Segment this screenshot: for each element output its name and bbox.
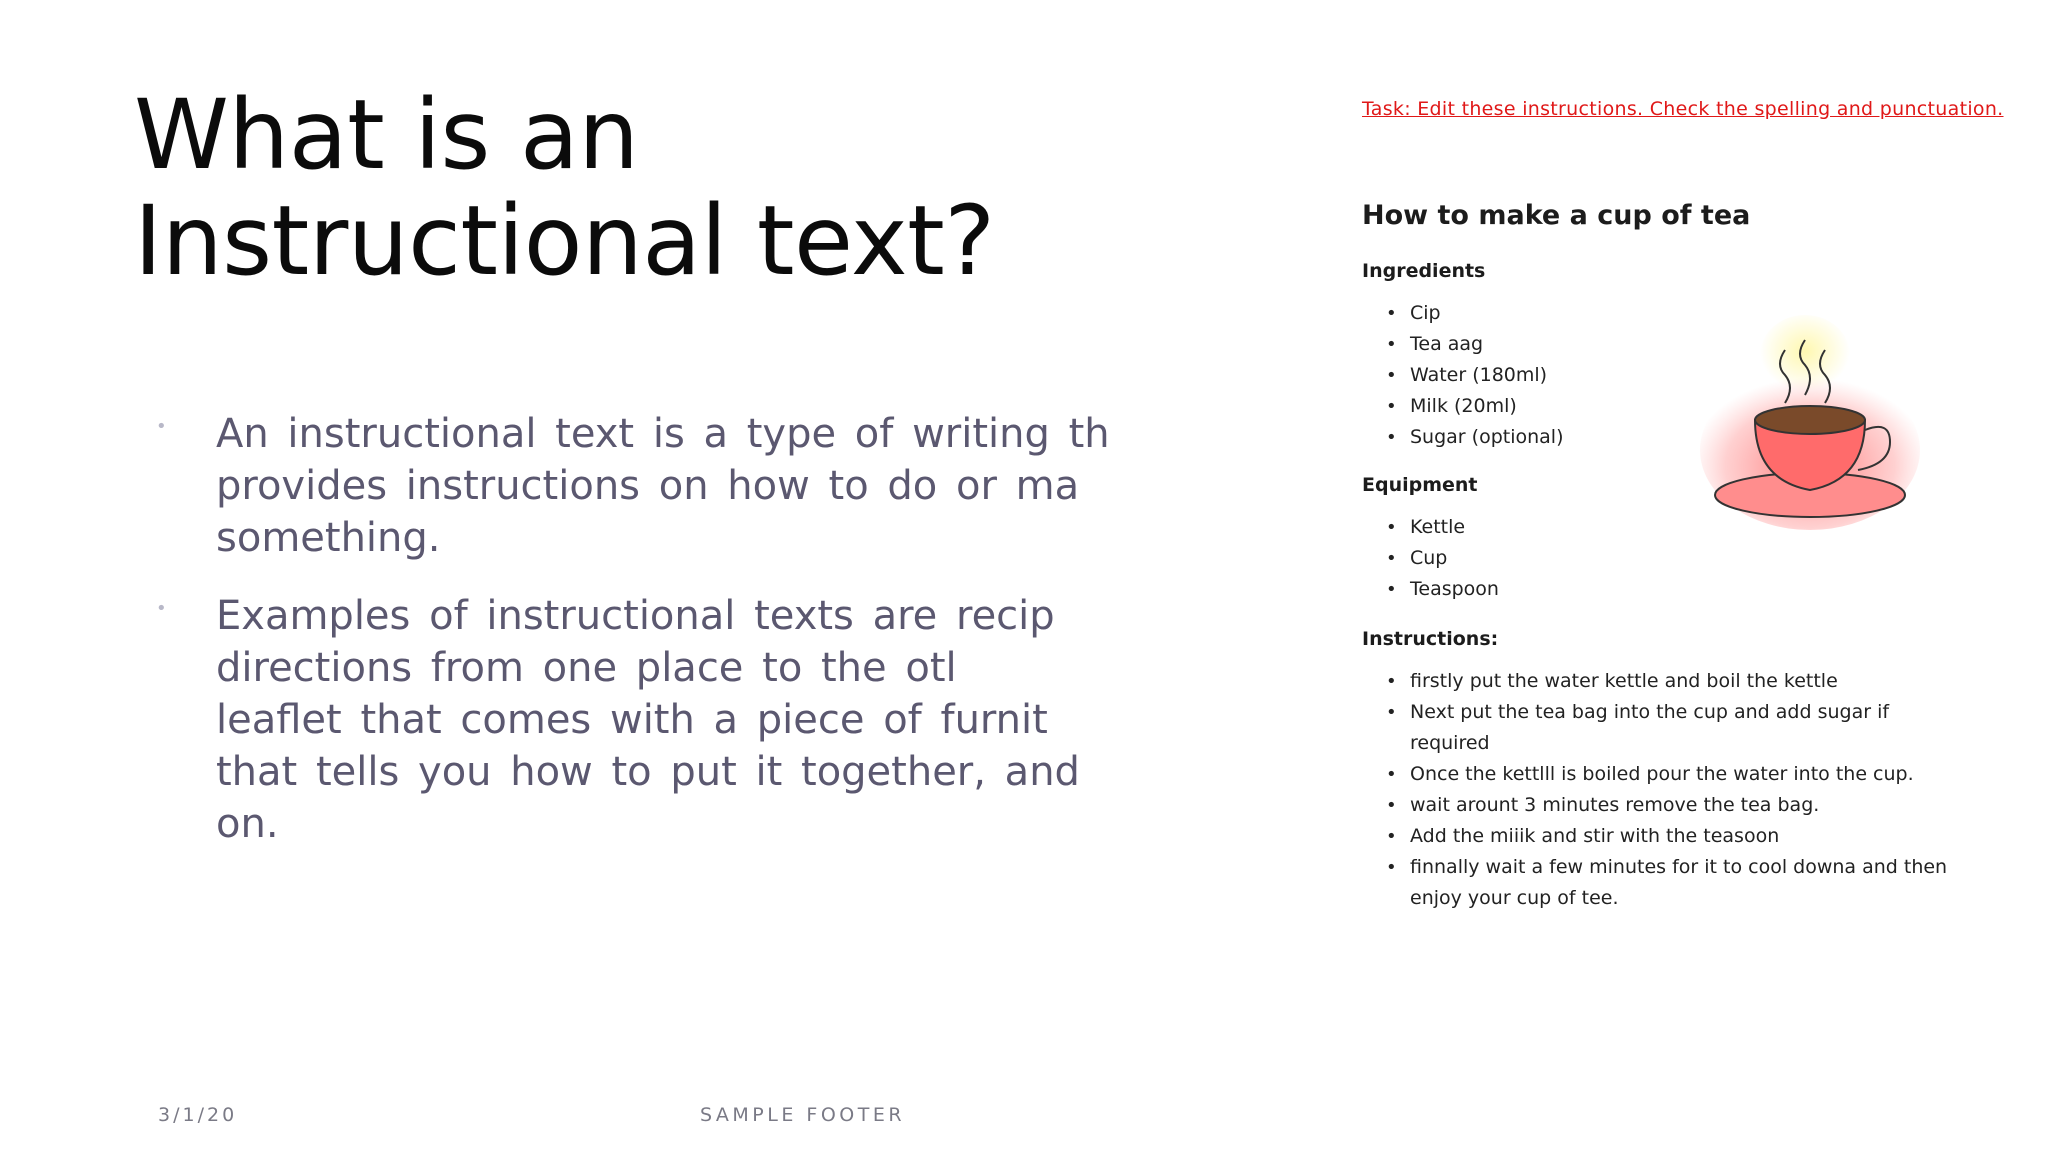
- bullet-line: provides instructions on how to do or ma: [216, 463, 1080, 509]
- worksheet-task: Task: Edit these instructions. Check the spelling and punctuation.: [1362, 98, 2004, 120]
- equipment-item: • Cup: [1384, 543, 1499, 574]
- instructions-heading: Instructions:: [1362, 628, 1499, 650]
- bullet-item: [140, 590, 1110, 850]
- instruction-item: [1384, 759, 1990, 790]
- bullet-line: leaflet that comes with a piece of furnit: [216, 697, 1048, 743]
- instruction-line: • wait arount 3 minutes remove the tea bag.: [1410, 794, 1820, 816]
- bullet-line: on.: [216, 801, 279, 847]
- instruction-line: enjoy your cup of tee.: [1410, 887, 1619, 909]
- instruction-line: • Once the kettlll is boiled pour the water into the cup.: [1410, 763, 1914, 785]
- instruction-line: • Next put the tea bag into the cup and add sugar if: [1410, 701, 1890, 723]
- instruction-line: • finnally wait a few minutes for it to cool downa and then: [1410, 856, 1948, 878]
- teacup-icon: [1700, 310, 1930, 540]
- bullet-list: [140, 408, 1110, 850]
- instruction-item: [1384, 852, 1990, 914]
- bullet-line: something.: [216, 515, 441, 561]
- instruction-item: [1384, 666, 1990, 697]
- bullet-line: directions from one place to the otl: [216, 645, 957, 691]
- slide-title: [134, 79, 1034, 297]
- bullet-icon: •: [156, 598, 167, 619]
- ingredient-item: • Water (180ml): [1384, 360, 1563, 391]
- instruction-line: required: [1410, 732, 1490, 754]
- worksheet-title: How to make a cup of tea: [1362, 200, 1751, 231]
- equipment-list: [1384, 512, 1499, 605]
- instruction-line: • Add the miiik and stir with the teasoon: [1410, 825, 1780, 847]
- equipment-heading: Equipment: [1362, 474, 1478, 496]
- ingredients-list: [1384, 298, 1563, 453]
- ingredient-item: • Cip: [1384, 298, 1563, 329]
- ingredients-heading: Ingredients: [1362, 260, 1486, 282]
- instruction-item: [1384, 790, 1990, 821]
- ingredient-item: • Milk (20ml): [1384, 391, 1563, 422]
- footer-text: SAMPLE FOOTER: [700, 1104, 906, 1126]
- instructions-list: [1384, 666, 1990, 914]
- instruction-item: [1384, 821, 1990, 852]
- instruction-item: [1384, 697, 1990, 759]
- bullet-line: that tells you how to put it together, and: [216, 749, 1080, 795]
- title-line-2: Instructional text?: [134, 185, 995, 297]
- bullet-line: An instructional text is a type of writing th: [216, 411, 1110, 457]
- bullet-text: [216, 590, 1110, 850]
- equipment-item: • Kettle: [1384, 512, 1499, 543]
- worksheet-image: [1340, 70, 2030, 950]
- footer-date: 3/1/20: [158, 1104, 238, 1126]
- bullet-icon: •: [156, 416, 167, 437]
- ingredient-item: • Tea aag: [1384, 329, 1563, 360]
- equipment-item: • Teaspoon: [1384, 574, 1499, 605]
- bullet-line: Examples of instructional texts are recip: [216, 593, 1055, 639]
- title-line-1: What is an: [134, 79, 639, 191]
- ingredient-item: • Sugar (optional): [1384, 422, 1563, 453]
- content-placeholder: [140, 408, 1110, 868]
- instruction-line: • firstly put the water kettle and boil the kettle: [1410, 670, 1838, 692]
- bullet-item: [140, 408, 1110, 564]
- bullet-text: [216, 408, 1110, 564]
